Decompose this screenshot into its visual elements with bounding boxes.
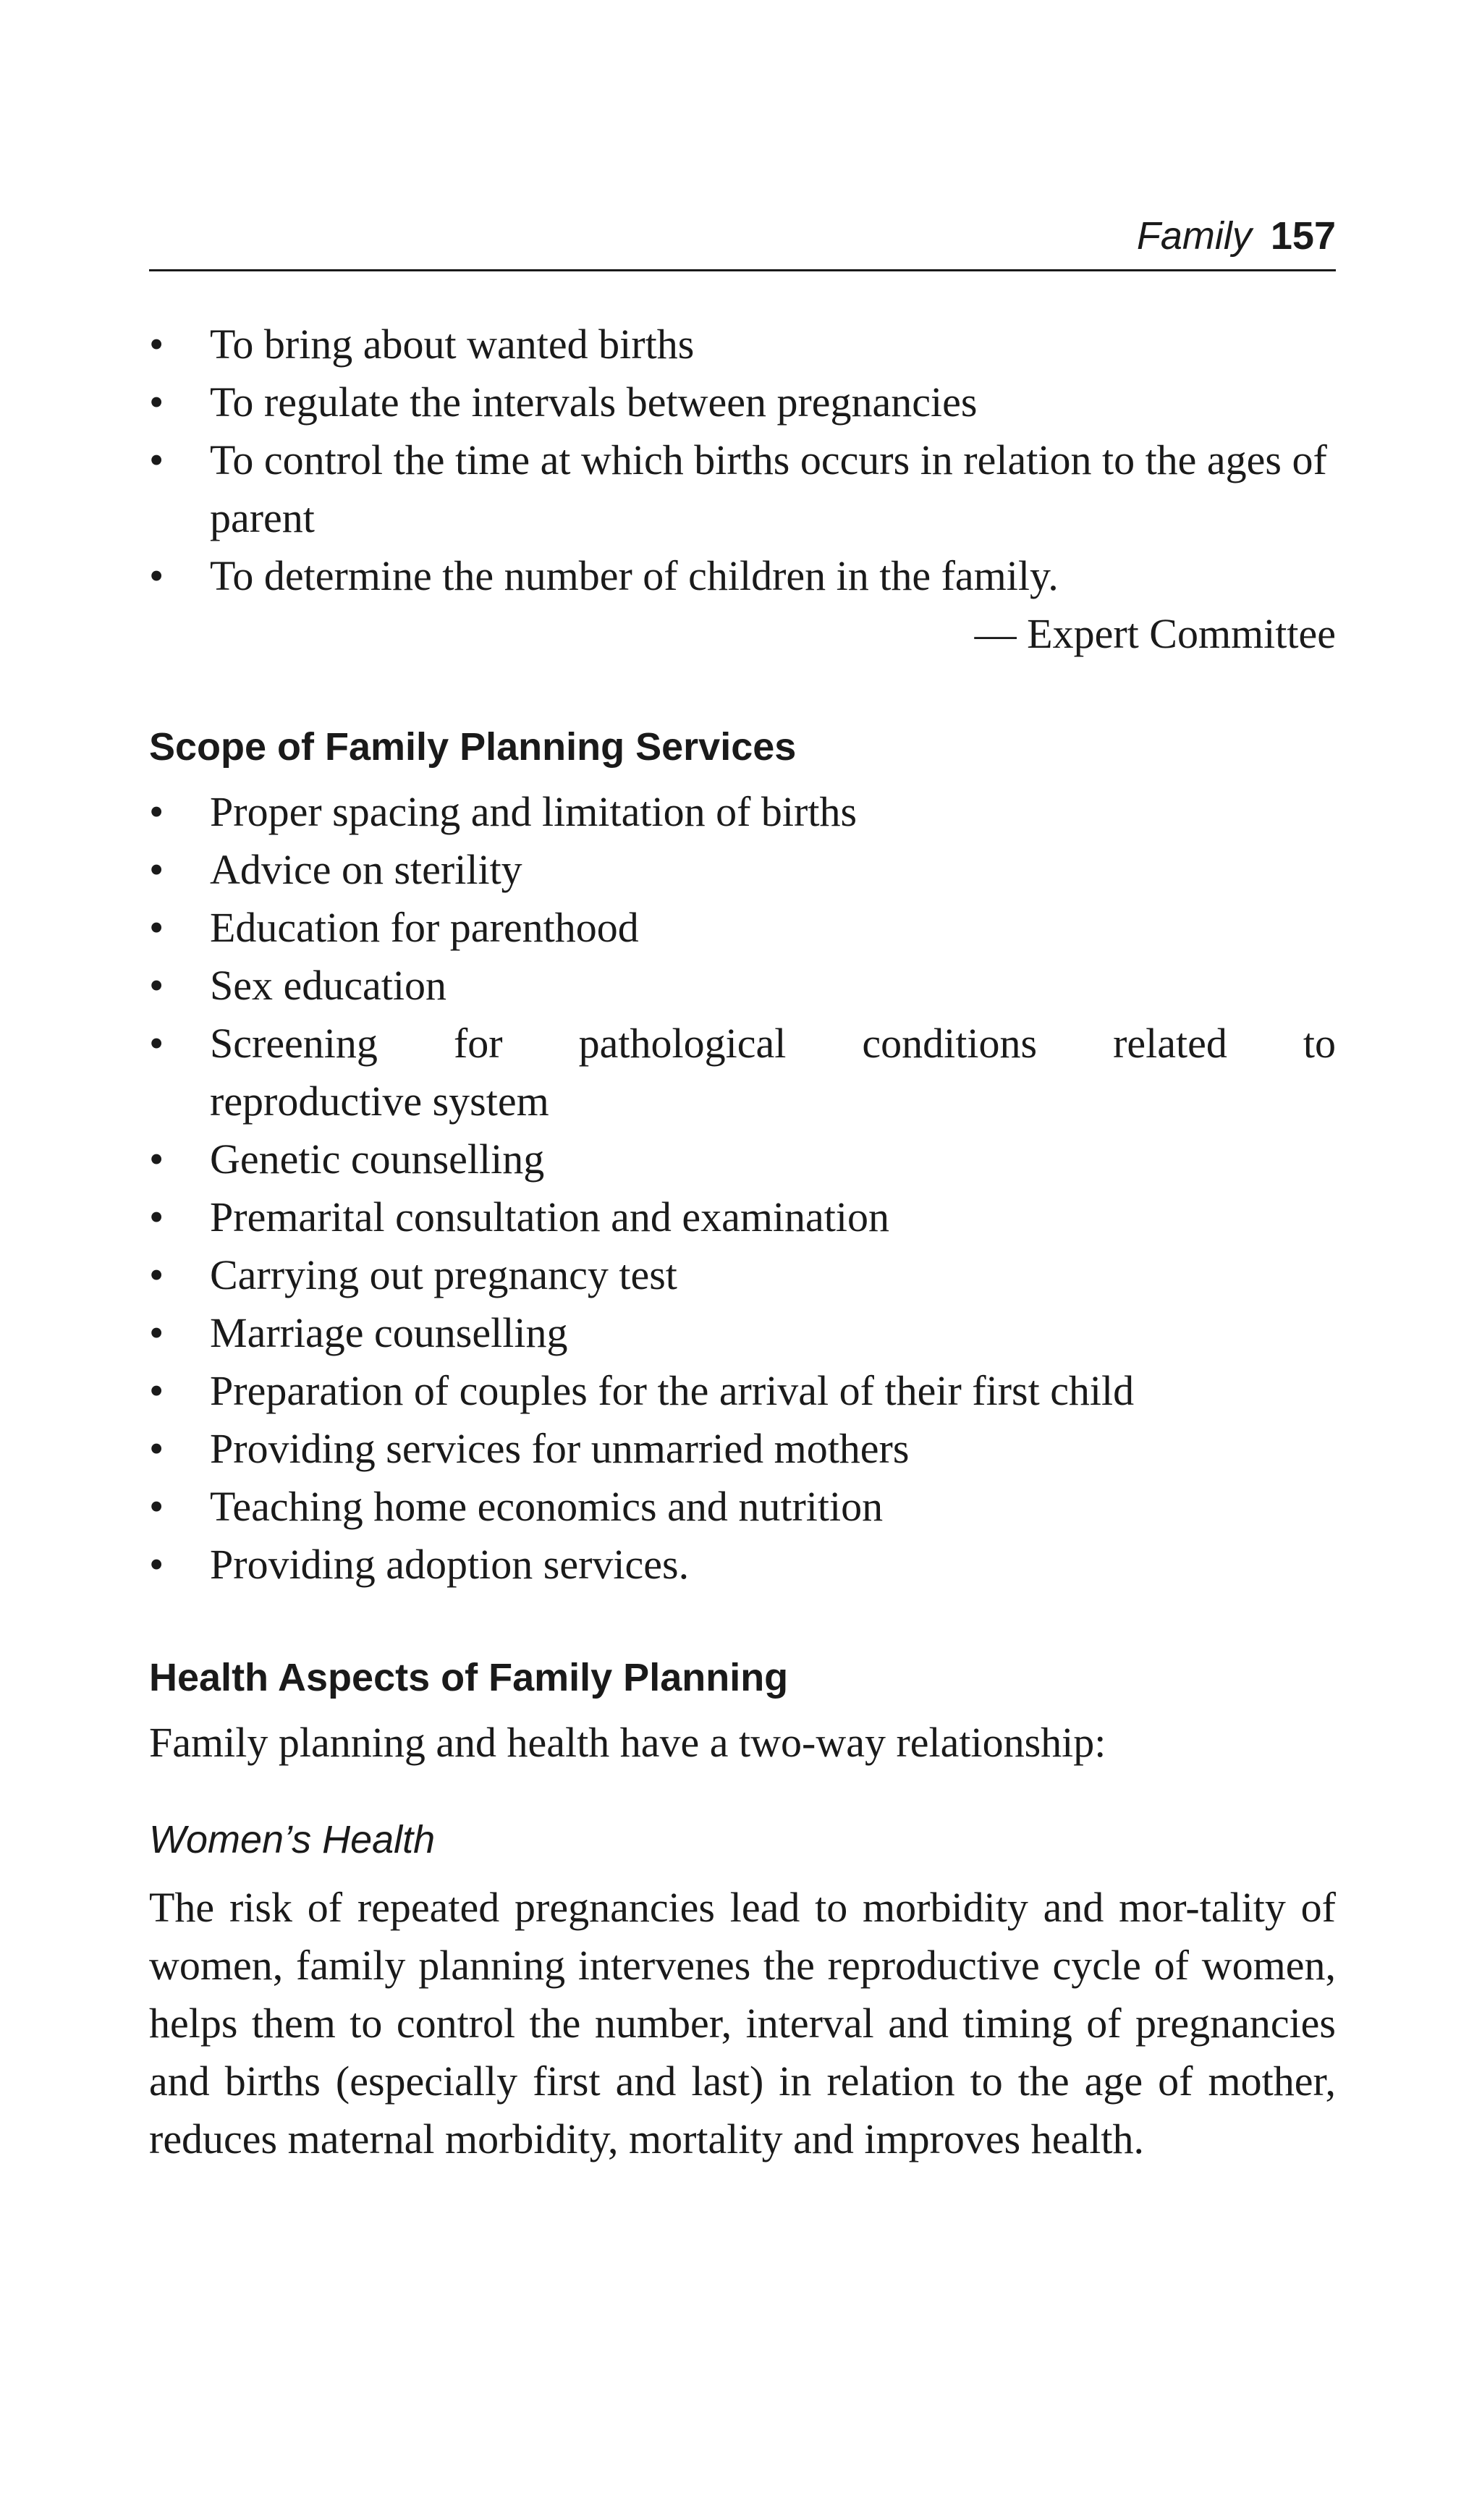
list-item — [149, 547, 1336, 605]
bullet-icon: • — [149, 1136, 164, 1183]
list-item — [149, 316, 1336, 373]
list-item — [149, 1188, 1336, 1246]
list-item — [149, 373, 1336, 431]
bullet-icon: • — [149, 962, 164, 1009]
bullet-icon: • — [149, 552, 164, 599]
header-rule — [149, 269, 1336, 271]
bullet-icon: • — [149, 904, 164, 951]
bullet-icon: • — [149, 436, 164, 483]
running-head-section: Family — [1136, 214, 1252, 258]
list-item-text: Providing adoption services. — [210, 1541, 690, 1588]
page-number: 157 — [1270, 214, 1336, 258]
list-item — [149, 1015, 1336, 1130]
bullet-icon: • — [149, 379, 164, 426]
list-item — [149, 1536, 1336, 1594]
list-item-text: Marriage counselling — [210, 1309, 568, 1356]
scope-heading: Scope of Family Planning Services — [149, 725, 797, 769]
list-item — [149, 1420, 1336, 1478]
list-item-text: Premarital consultation and examination — [210, 1193, 890, 1240]
bullet-icon: • — [149, 788, 164, 835]
list-item-text-continued: reproductive system — [210, 1078, 549, 1125]
list-item — [149, 1246, 1336, 1304]
bullet-icon: • — [149, 1309, 164, 1356]
list-item — [149, 1362, 1336, 1420]
list-item-text: Advice on sterility — [210, 846, 522, 893]
list-item — [149, 783, 1336, 841]
bullet-icon: • — [149, 846, 164, 893]
list-item — [149, 899, 1336, 957]
aims-list — [149, 316, 1336, 605]
bullet-icon: • — [149, 1193, 164, 1240]
list-item — [149, 1130, 1336, 1188]
list-item-text: To regulate the intervals between pregnancies — [210, 379, 978, 426]
list-item — [149, 841, 1336, 899]
list-item-text: Preparation of couples for the arrival of their first child — [210, 1367, 1135, 1414]
list-item-text: To determine the number of children in the family. — [210, 552, 1059, 599]
womens-health-paragraph: The risk of repeated pregnancies lead to morbidity and mor-tality of women, family planning intervenes the reproductive cycle of women, helps them to control the number, interval and timing of pregnancies and births (especially first and last) in relation to the age of mother, reduces maternal morbidity, mortality and improves health. — [149, 1884, 1336, 2162]
list-item-text: To bring about wanted births — [210, 321, 695, 368]
list-item — [149, 431, 1336, 547]
list-item — [149, 1304, 1336, 1362]
health-heading: Health Aspects of Family Planning — [149, 1656, 789, 1699]
bullet-icon: • — [149, 1020, 164, 1067]
list-item-text: Carrying out pregnancy test — [210, 1251, 677, 1298]
list-item-text: Teaching home economics and nutrition — [210, 1483, 884, 1530]
list-item-text: Screening for pathological conditions related to — [210, 1020, 1336, 1067]
bullet-icon: • — [149, 1367, 164, 1414]
list-item — [149, 1478, 1336, 1536]
womens-health-heading: Women’s Health — [149, 1818, 436, 1861]
bullet-icon: • — [149, 321, 164, 368]
list-item-text: Education for parenthood — [210, 904, 639, 951]
list-item-text: Genetic counselling — [210, 1136, 545, 1183]
bullet-icon: • — [149, 1541, 164, 1588]
list-item — [149, 957, 1336, 1015]
list-item-text: To control the time at which births occurs in relation to the ages of parent — [210, 436, 1327, 541]
page-body — [149, 316, 1336, 2168]
bullet-icon: • — [149, 1251, 164, 1298]
list-item-text: Sex education — [210, 962, 446, 1009]
health-intro: Family planning and health have a two-way relationship: — [149, 1719, 1106, 1766]
list-item-text: Providing services for unmarried mothers — [210, 1425, 910, 1472]
bullet-icon: • — [149, 1425, 164, 1472]
attribution: — Expert Committee — [974, 610, 1336, 657]
scope-list — [149, 783, 1336, 1594]
bullet-icon: • — [149, 1483, 164, 1530]
list-item-text: Proper spacing and limitation of births — [210, 788, 858, 835]
running-head — [149, 214, 1336, 258]
